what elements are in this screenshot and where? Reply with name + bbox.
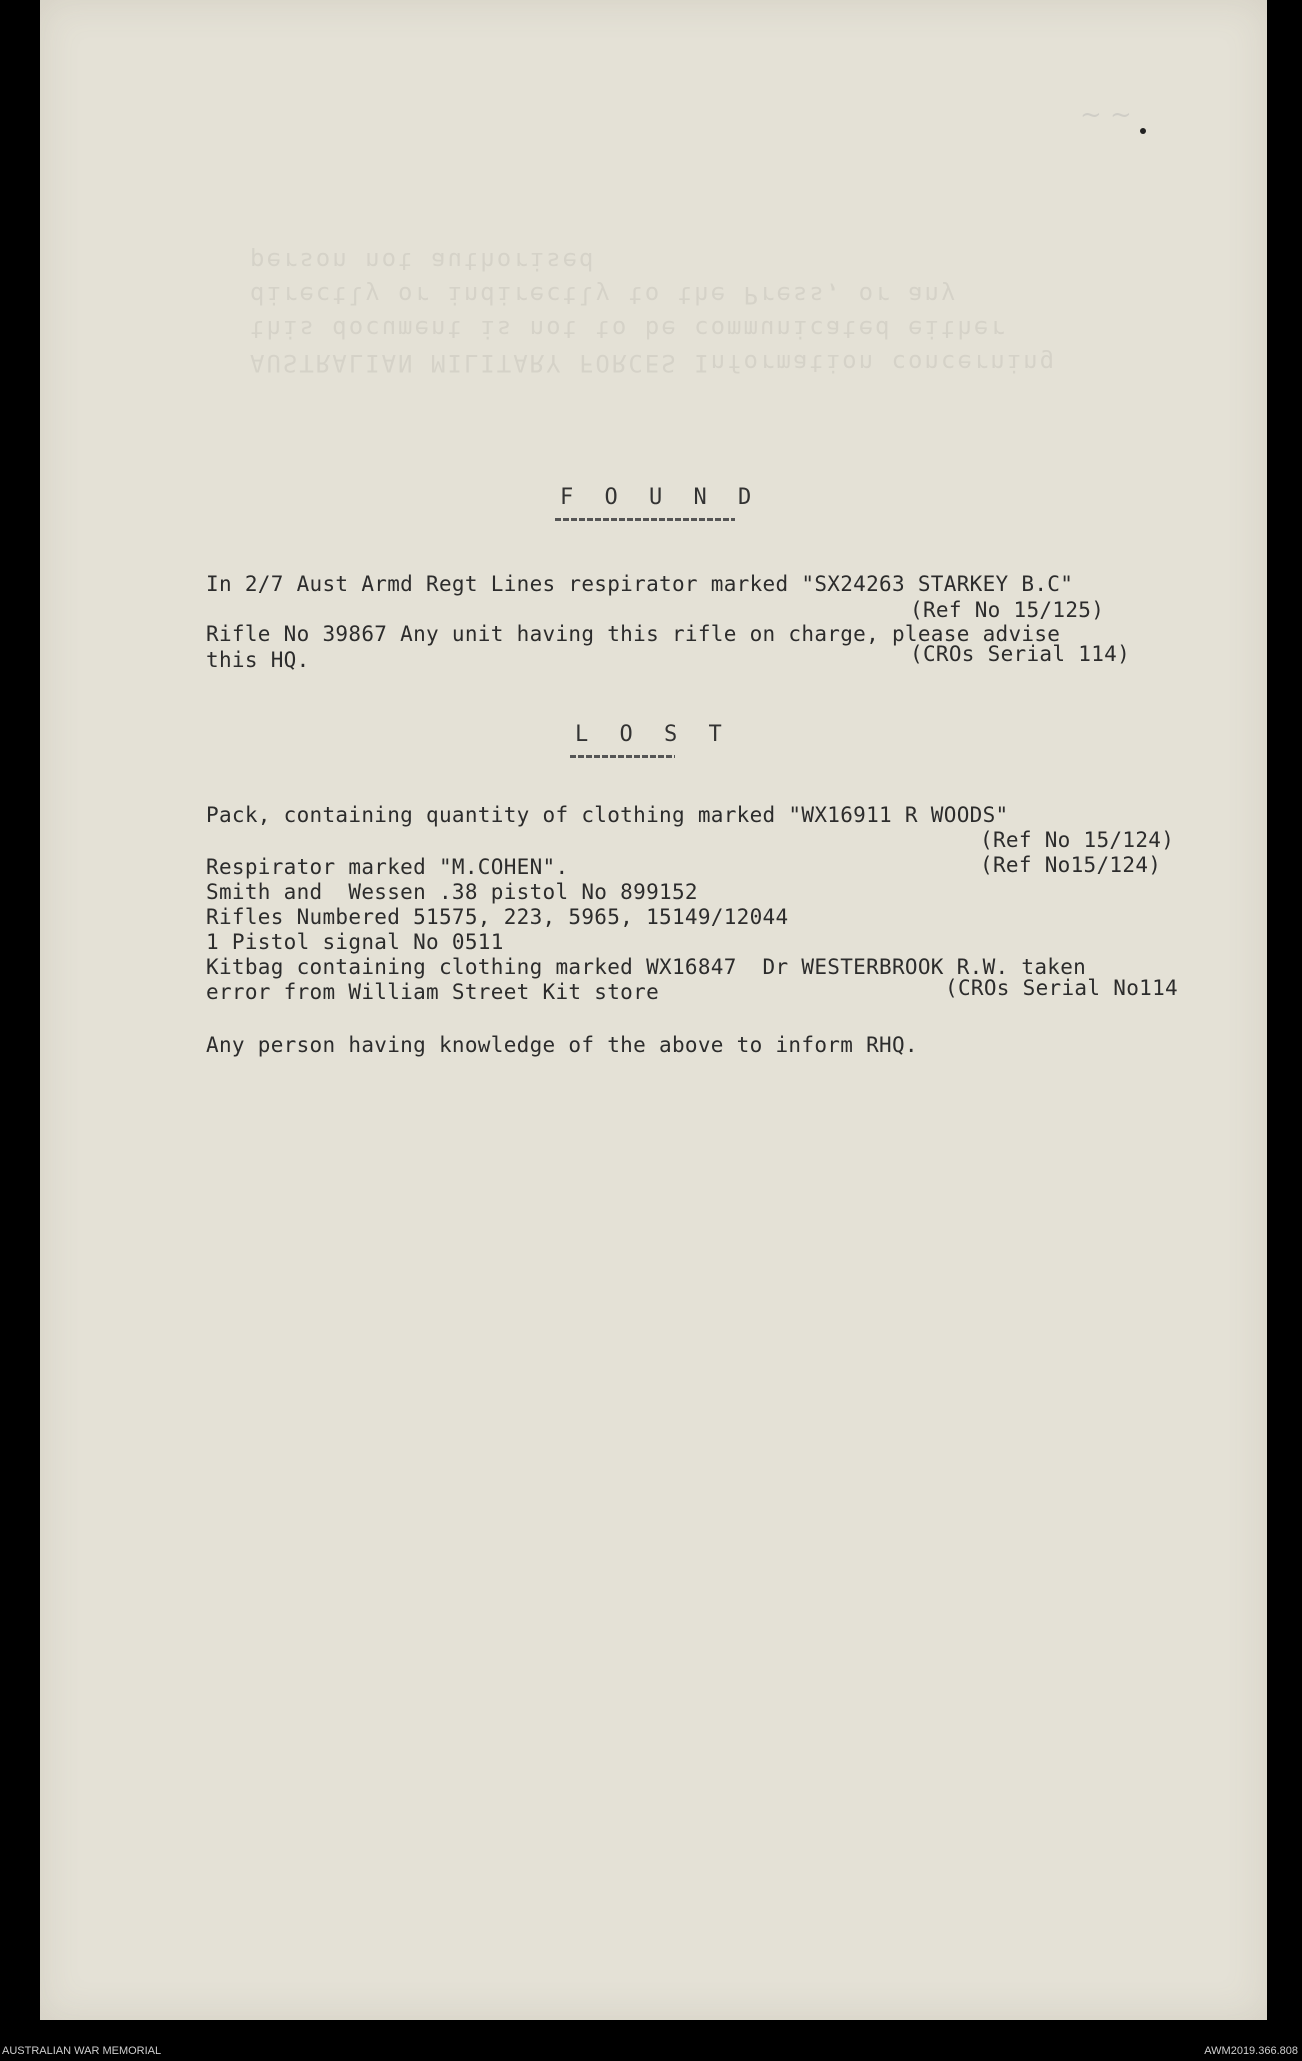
lost-underline	[570, 755, 675, 758]
lost-line-1: Pack, containing quantity of clothing marked "WX16911 R WOODS"	[206, 803, 1009, 827]
ink-spot	[1140, 128, 1146, 134]
pencil-mark: ~ ~	[1080, 100, 1132, 130]
lost-line-7: error from William Street Kit store	[206, 980, 660, 1004]
footer-left: AUSTRALIAN WAR MEMORIAL	[2, 2045, 162, 2057]
found-ref-1: (Ref No 15/125)	[910, 598, 1105, 622]
closing-line: Any person having knowledge of the above to inform RHQ.	[206, 1033, 918, 1057]
lost-ref-3: (CROs Serial No114	[945, 976, 1178, 1000]
found-ref-2: (CROs Serial 114)	[910, 642, 1131, 666]
lost-line-4: Rifles Numbered 51575, 223, 5965, 15149/12044	[206, 905, 789, 929]
lost-line-6: Kitbag containing clothing marked WX16847 Dr WESTERBROOK R.W. taken	[206, 955, 1087, 979]
found-underline	[555, 518, 735, 521]
found-line-2: Rifle No 39867 Any unit having this rifle on charge, please advise	[206, 622, 1061, 646]
found-line-3: this HQ.	[206, 648, 310, 672]
footer-right: AWM2019.366.808	[1204, 2045, 1298, 2057]
found-heading: F O U N D	[560, 485, 761, 510]
lost-line-2: Respirator marked "M.COHEN".	[206, 855, 569, 879]
lost-ref-2: (Ref No15/124)	[980, 853, 1162, 877]
lost-ref-1: (Ref No 15/124)	[980, 828, 1175, 852]
lost-heading: L O S T	[575, 722, 731, 747]
lost-line-3: Smith and Wessen .38 pistol No 899152	[206, 880, 698, 904]
document-page	[40, 0, 1267, 2020]
bleed-through-text: AUSTRALIAN MILITARY FORCES Information concerning this document is not to be communicated either directly or indirectly to the Press, or any person not authorised	[250, 247, 1057, 377]
found-line-1: In 2/7 Aust Armd Regt Lines respirator marked "SX24263 STARKEY B.C"	[206, 572, 1074, 596]
lost-line-5: 1 Pistol signal No 0511	[206, 930, 504, 954]
